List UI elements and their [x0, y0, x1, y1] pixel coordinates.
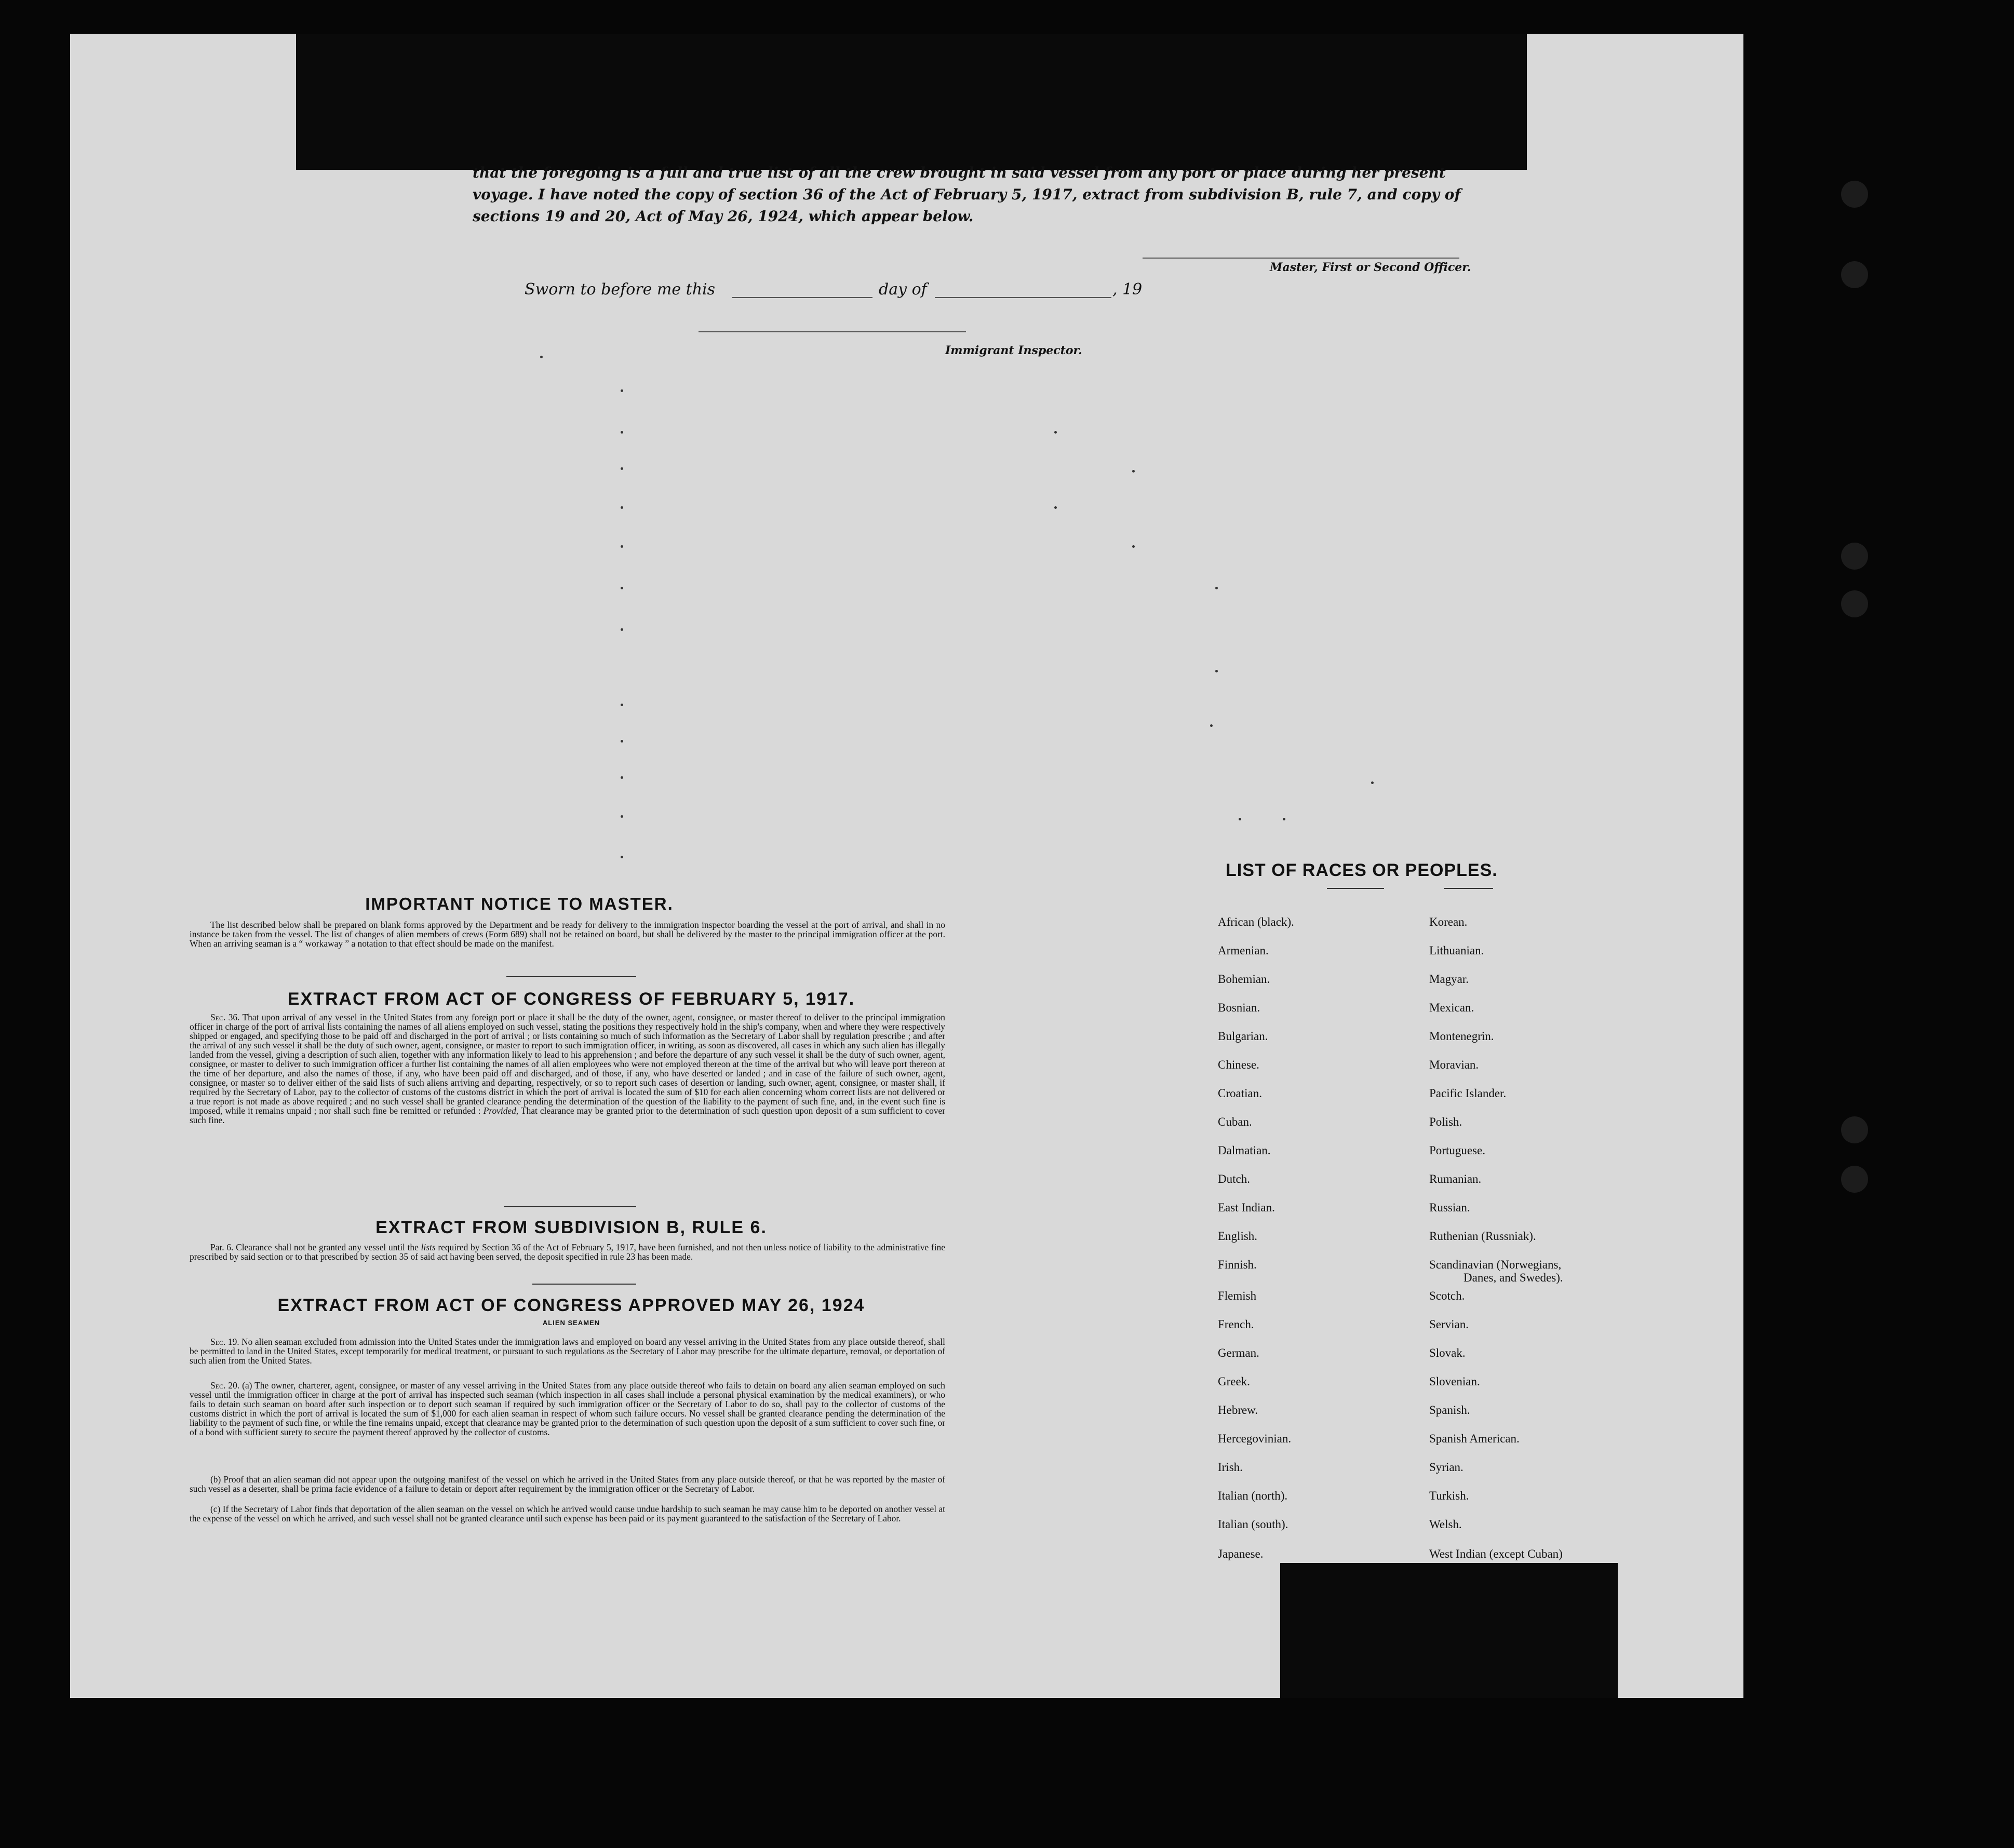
section-label: Sec. 36. — [210, 1012, 240, 1022]
section-36-text: That upon arrival of any vessel in the United States from any foreign port or place it shall be the duty of the owner, agent, consignee, or master thereof to deliver to the principal immigration officer in charge of the port of arrival lists containing the names of all aliens employed on such vessel, stating the positions they respectively hold in the ship's company, when and where they were respectively shipped or engaged, and specifying those to be paid off and discharged in the port of arrival ; or lists containing so much of such information as the Secretary of Labor shall by regulation prescribe ; and after the arrival of any such vessel it shall be the duty of such owner, agent, consignee, or master to report to such immigration officer, in writing, as soon as discovered, all cases in which any such alien has illegally landed from the vessel, giving a description of such alien, together with any information likely to lead to his apprehension ; and before the departure of any such vessel it shall be the duty of such owner, agent, consignee, or master to deliver to such immigration officer a further list containing the names of all alien employees who were not employed thereon at the time of the arrival but who will leave port thereon at the time of her departure, and also the names of those, if any, who have been paid off and discharged, and of those, if any, who have deserted or landed ; and in case of the failure of such owner, agent, consignee, or master so to deliver either of the said lists of such aliens arriving and departing, respectively, or so to report such cases of desertion or landing, such owner, agent, consignee, or master shall, if required by the Secretary of Labor, pay to the collector of customs of the customs district in which the port of arrival is located the sum of $10 for each alien concerning whom correct lists are not delivered or a true report is not made as above required ; and no such vessel shall be granted clearance pending the determination of the question of the liability to the payment of such fine, and, in the event such fine is imposed, while it remains unpaid ; nor shall such fine be remitted or refunded : — [190, 1012, 945, 1116]
guide-dot — [1210, 724, 1213, 727]
race-item: Polish. — [1429, 1115, 1462, 1128]
guide-dot — [621, 431, 623, 434]
guide-dot — [621, 815, 623, 818]
races-title: LIST OF RACES OR PEOPLES. — [1226, 860, 1498, 880]
guide-dot — [621, 856, 623, 858]
divider — [504, 1206, 636, 1207]
guide-dot — [1132, 545, 1135, 548]
race-item: Chinese. — [1218, 1058, 1259, 1071]
race-item: Italian (north). — [1218, 1489, 1288, 1502]
inspector-label: Immigrant Inspector. — [945, 344, 1082, 357]
section-20b-body: (b) Proof that an alien seaman did not appear upon the outgoing manifest of the vessel on which he arrived in the United States from any place outside thereof, or that he was reported by the master of such vessel as a deserter, shall be prima facie evidence of a failure to detain or deport after requirement by the immigration officer or the Secretary of Labor. — [190, 1474, 945, 1494]
binder-hole — [1841, 181, 1868, 208]
rule-6-lists-word: lists — [421, 1242, 436, 1252]
inspector-signature-line — [699, 331, 966, 332]
race-item: Bosnian. — [1218, 1001, 1260, 1014]
notice-body: The list described below shall be prepared on blank forms approved by the Department and be ready for delivery to the immigration inspector boarding the vessel at the port of arrival, and shall in no instance be taken from the vessel. The list of changes of alien members of crews (Form 689) shall not be retained on board, but shall be delivered by the master to the principal immigration officer at the port. When an arriving seaman is a “ workaway ” a notation to that effect should be made on the manifest. — [190, 920, 945, 949]
race-item: Croatian. — [1218, 1087, 1262, 1100]
race-item: African (black). — [1218, 915, 1294, 928]
race-item: Irish. — [1218, 1461, 1243, 1474]
guide-dot — [1054, 506, 1057, 509]
binder-hole — [1841, 590, 1868, 617]
races-title-underline — [1444, 888, 1493, 889]
race-item: Spanish. — [1429, 1404, 1470, 1417]
guide-dot — [621, 467, 623, 470]
race-item: Syrian. — [1429, 1461, 1463, 1474]
extract-1924-subtitle: ALIEN SEAMEN — [542, 1319, 600, 1327]
guide-dot — [621, 776, 623, 779]
race-item: English. — [1218, 1230, 1258, 1243]
extract-1917-title: EXTRACT FROM ACT OF CONGRESS OF FEBRUARY 5, 1917. — [287, 989, 855, 1009]
race-item: Rumanian. — [1429, 1172, 1482, 1185]
section-20a-text: (a) The owner, charterer, agent, consignee, or master of any vessel arriving in the United States from any place outside thereof who fails to detain on board any alien seaman employed on such vessel until the immigration officer in charge at the port of arrival has inspected such seaman (which inspection in all cases shall include a personal physical examination by the medical examiners), or who fails to detain such seaman on board after such inspection or to deport such seaman if required by such immigration officer or the Secretary of Labor to do so, shall pay to the collector of customs of the customs district in which the port of arrival is located the sum of $1,000 for each alien seaman in respect of whom such failure occurs. No vessel shall be granted clearance pending the determination of the liability to the payment of such fine, or while the fine remains unpaid, except that clearance may be granted prior to the determination of such question upon the deposit of a sum sufficient to cover such fine, or of a bond with sufficient surety to secure the payment thereof approved by the collector of customs. — [190, 1380, 945, 1437]
race-item: Turkish. — [1429, 1489, 1469, 1502]
race-item: Cuban. — [1218, 1115, 1252, 1128]
day-of-label: day of — [879, 280, 927, 299]
notice-title: IMPORTANT NOTICE TO MASTER. — [365, 894, 674, 913]
race-item: Portuguese. — [1429, 1144, 1485, 1157]
race-item: Finnish. — [1218, 1258, 1257, 1271]
guide-dot — [621, 628, 623, 631]
race-item: Danes, and Swedes). — [1463, 1271, 1563, 1284]
sworn-label: Sworn to before me this — [525, 280, 716, 299]
divider — [506, 976, 636, 977]
race-item: Slovenian. — [1429, 1375, 1480, 1388]
rule-6-text-a: Clearance shall not be granted any vessel until the — [236, 1242, 419, 1252]
race-item: Hebrew. — [1218, 1404, 1258, 1417]
race-item: Russian. — [1429, 1201, 1470, 1214]
guide-dot — [621, 389, 623, 392]
extract-1924-title: EXTRACT FROM ACT OF CONGRESS APPROVED MAY 26, 1924 — [277, 1296, 865, 1315]
divider — [532, 1284, 636, 1285]
bottom-redaction-bar — [1280, 1563, 1618, 1698]
race-item: Korean. — [1429, 915, 1468, 928]
race-item: Pacific Islander. — [1429, 1087, 1507, 1100]
race-item: Japanese. — [1218, 1547, 1264, 1560]
race-item: Dutch. — [1218, 1172, 1250, 1185]
races-title-underline — [1327, 888, 1384, 889]
race-item: Armenian. — [1218, 944, 1269, 957]
rule-6-title: EXTRACT FROM SUBDIVISION B, RULE 6. — [375, 1218, 767, 1237]
race-item: East Indian. — [1218, 1201, 1275, 1214]
binder-hole — [1841, 543, 1868, 570]
race-item: West Indian (except Cuban) — [1429, 1547, 1563, 1560]
section-20c-body: (c) If the Secretary of Labor finds that deportation of the alien seaman on the vessel on which he arrived would cause undue hardship to such seaman he may cause him to be deported on another vessel at the expense of the vessel on which he arrived, and such vessel shall not be granted clearance until such expense has been paid or its payment guaranteed to the satisfaction of the Secretary of Labor. — [190, 1504, 945, 1523]
race-item: Scotch. — [1429, 1289, 1465, 1302]
race-item: Italian (south). — [1218, 1518, 1288, 1531]
race-item: Slovak. — [1429, 1346, 1466, 1359]
race-item: Magyar. — [1429, 973, 1469, 986]
guide-dot — [1215, 670, 1218, 672]
year-label: , 19 — [1112, 280, 1143, 299]
paragraph-label: Par. 6. — [210, 1242, 234, 1252]
guide-dot — [1132, 470, 1135, 473]
race-item: Greek. — [1218, 1375, 1250, 1388]
race-item: Lithuanian. — [1429, 944, 1484, 957]
race-item: Bulgarian. — [1218, 1030, 1268, 1043]
race-item: Dalmatian. — [1218, 1144, 1271, 1157]
guide-dot — [1215, 587, 1218, 589]
race-item: Flemish — [1218, 1289, 1257, 1302]
race-item: Servian. — [1429, 1318, 1469, 1331]
race-item: Spanish American. — [1429, 1432, 1520, 1445]
race-item: Welsh. — [1429, 1518, 1462, 1531]
guide-dot — [1283, 818, 1285, 820]
section-label: Sec. 19. — [210, 1337, 239, 1347]
proviso-text: That clearance may be granted prior to the determination of such question upon deposit of a sum sufficient to cover such fine. — [190, 1105, 945, 1125]
binder-hole — [1841, 261, 1868, 288]
race-item: Mexican. — [1429, 1001, 1474, 1014]
officer-label: Master, First or Second Officer. — [1270, 261, 1471, 274]
oath-statement: that the foregoing is a full and true list of all the crew brought in said vessel from any port or place during her present voyage. I have noted the copy of section 36 of the Act of February 5, 1917, extract from subdivision B, rule 7, and copy of sections 19 and 20, Act of May 26, 1924, which appear below. — [473, 164, 1461, 225]
officer-signature-line — [1143, 258, 1459, 259]
guide-dot — [1239, 818, 1241, 820]
guide-dot — [540, 356, 543, 358]
guide-dot — [1371, 781, 1374, 784]
race-item: Scandinavian (Norwegians, — [1429, 1258, 1562, 1271]
race-item: Bohemian. — [1218, 973, 1270, 986]
race-item: Moravian. — [1429, 1058, 1479, 1071]
guide-dot — [1054, 431, 1057, 434]
guide-dot — [621, 545, 623, 548]
guide-dot — [621, 506, 623, 509]
race-item: Montenegrin. — [1429, 1030, 1494, 1043]
section-19-text: No alien seaman excluded from admission into the United States under the immigration laws and employed on board any vessel arriving in the United States from any place outside thereof, shall be permitted to land in the United States, except temporarily for medical treatment, or pursuant to such regulations as the Secretary of Labor may prescribe for the ultimate departure, removal, or deportation of such alien from the United States. — [190, 1337, 945, 1366]
binder-hole — [1841, 1166, 1868, 1193]
race-item: French. — [1218, 1318, 1254, 1331]
guide-dot — [621, 704, 623, 706]
race-item: Hercegovinian. — [1218, 1432, 1292, 1445]
binder-hole — [1841, 1116, 1868, 1143]
extract-1917-body — [190, 1013, 945, 1125]
guide-dot — [621, 740, 623, 743]
sworn-day-line — [732, 297, 872, 298]
rule-6-text-b: required by Section 36 of the Act of February 5, 1917, have been furnished, and not then unless notice of liability to the administrative fine prescribed by said section or to that prescribed by section 35 of said act having been served, the deposit specified in rule 23 has been made. — [190, 1242, 945, 1262]
guide-dot — [621, 587, 623, 589]
rule-6-body — [190, 1243, 945, 1261]
section-19-body — [190, 1337, 945, 1365]
top-redaction-bar — [296, 34, 1527, 170]
section-label: Sec. 20. — [210, 1380, 240, 1391]
section-20a-body — [190, 1381, 945, 1437]
sworn-month-line — [935, 297, 1111, 298]
race-item: German. — [1218, 1346, 1259, 1359]
proviso-label: Provided, — [483, 1105, 519, 1116]
race-item: Ruthenian (Russniak). — [1429, 1230, 1536, 1243]
